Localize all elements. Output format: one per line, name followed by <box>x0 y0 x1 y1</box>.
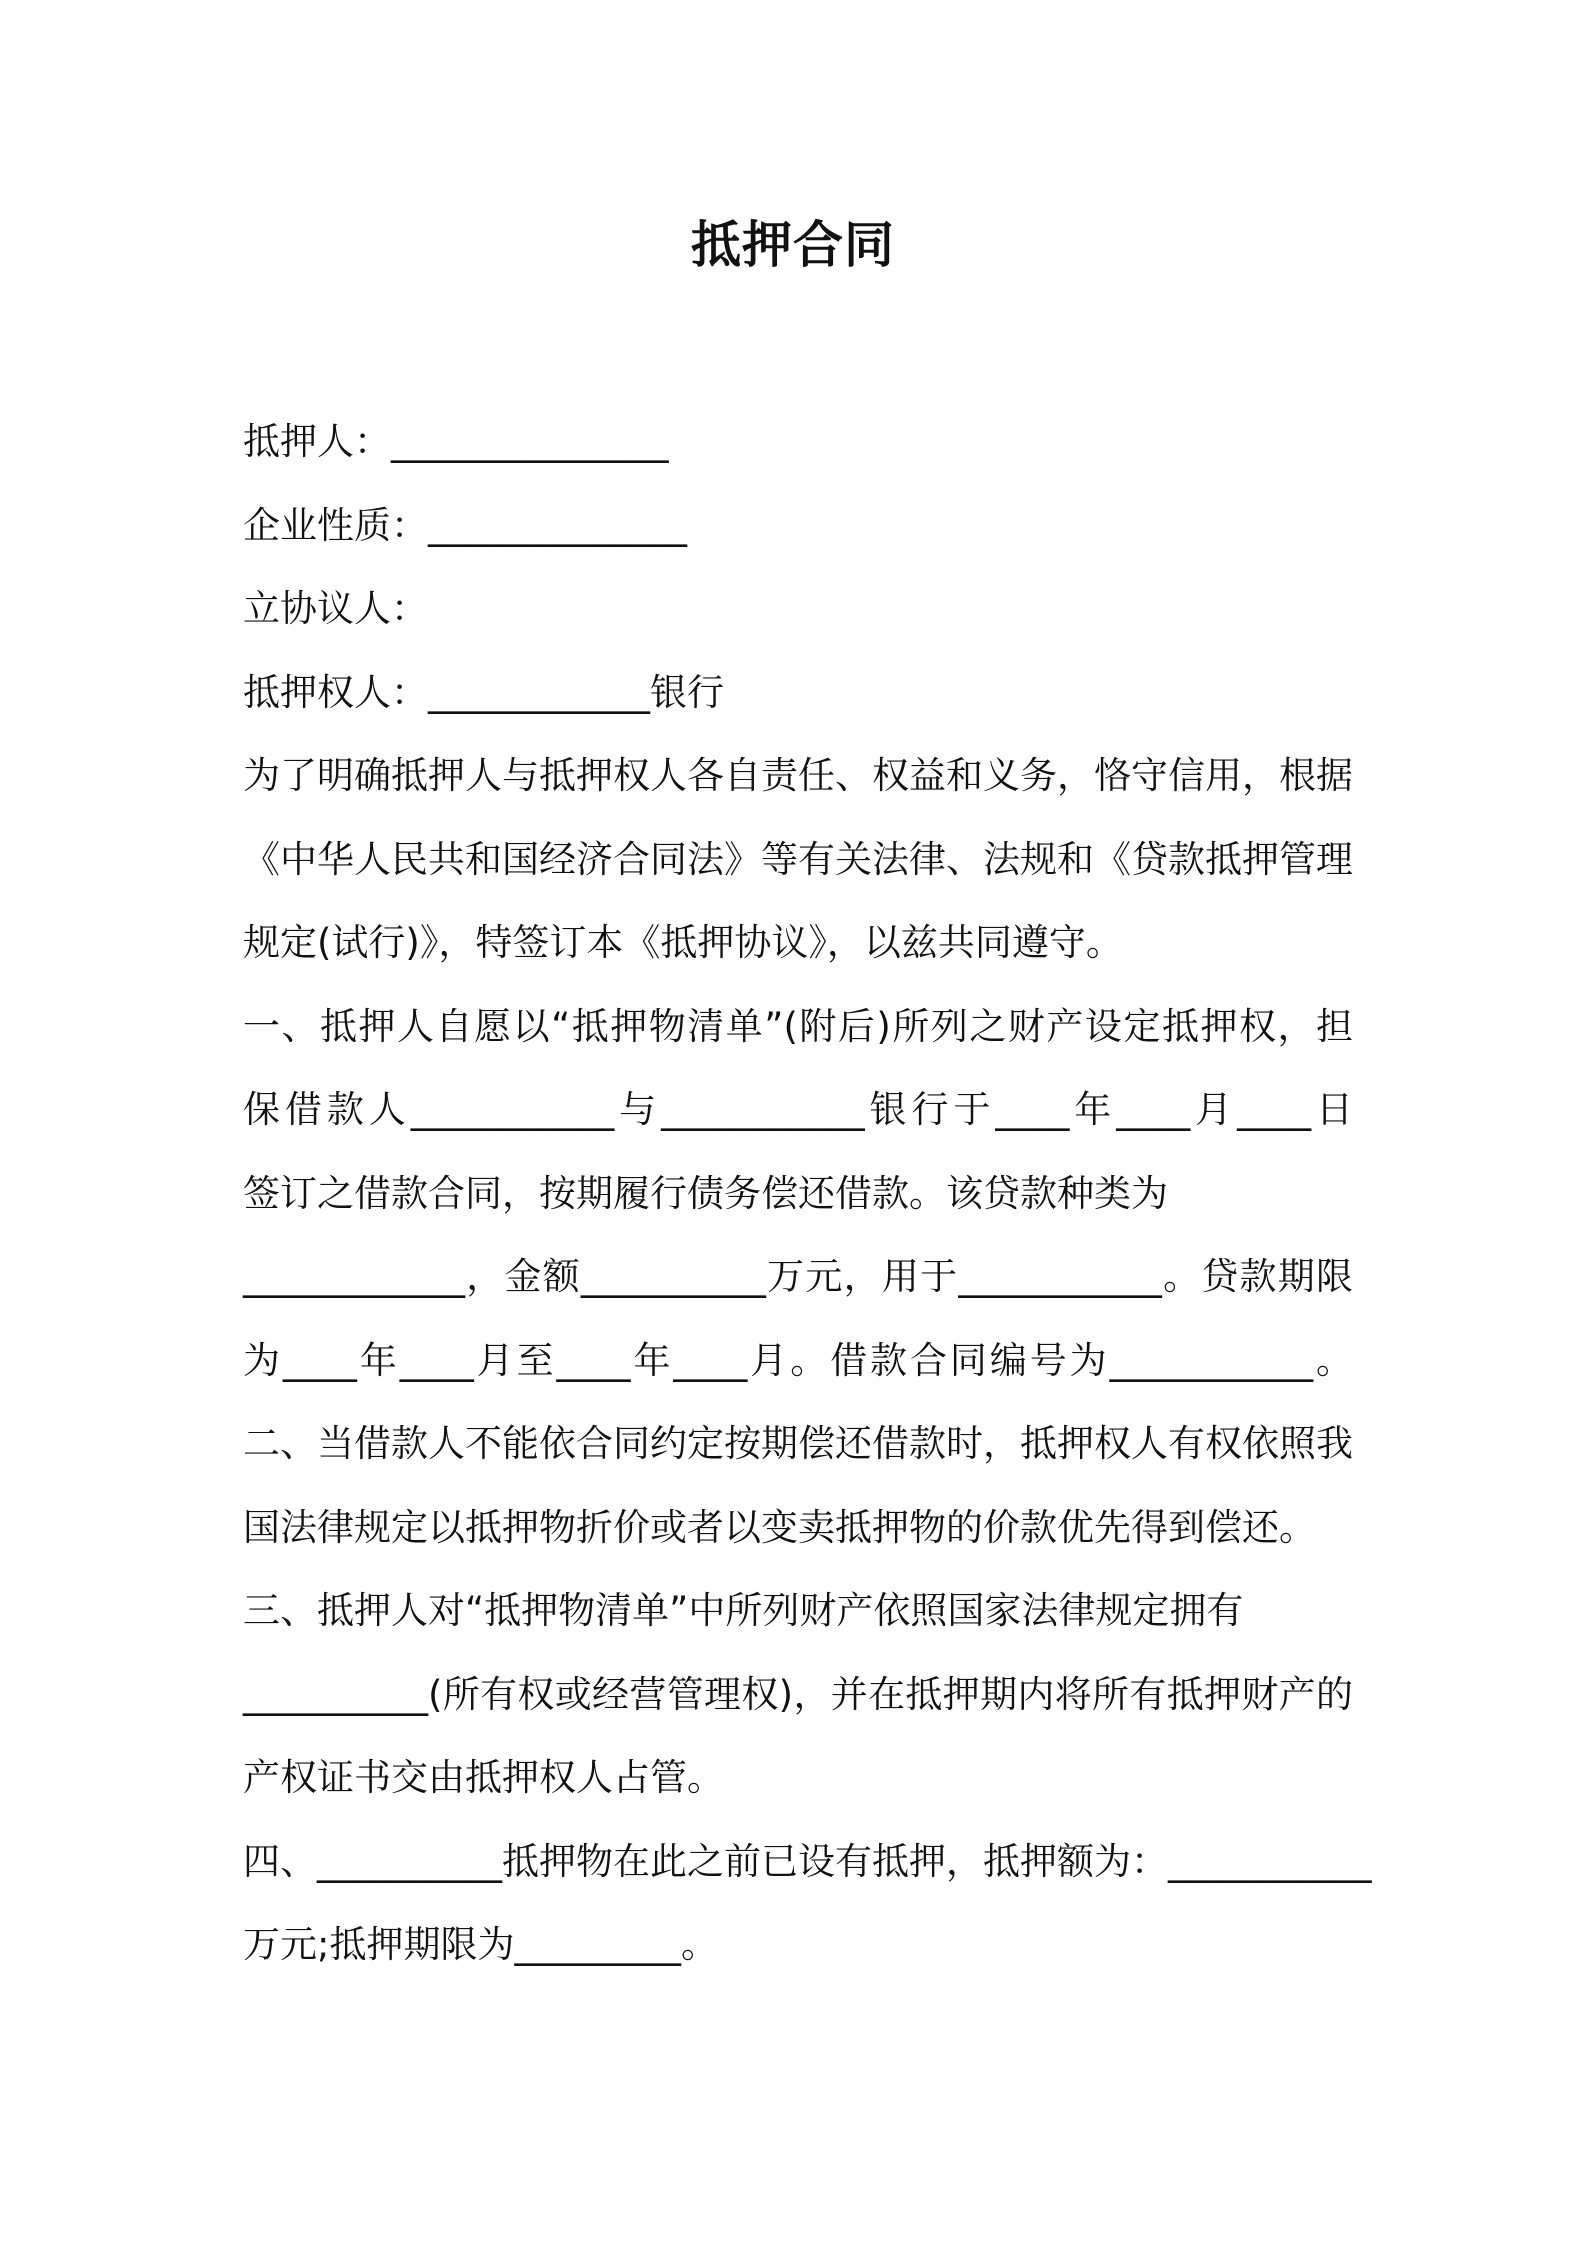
clause-1-line: 签订之借款合同，按期履行债务偿还借款。该贷款种类为 <box>243 1171 1168 1215</box>
preamble-line: 规定(试行)》，特签订本《抵押协议》，以兹共同遵守。 <box>243 921 1123 964</box>
document-body <box>243 400 1372 1987</box>
clause-1-line: 为____年____月至____年____月。借款合同编号为___________。 <box>243 1338 1353 1382</box>
clause-4-line: 万元;抵押期限为_________。 <box>243 1923 718 1966</box>
clause-1-line: 保借款人___________与___________银行于____年____月____日 <box>243 1088 1353 1131</box>
clause-4-line: 四、__________抵押物在此之前已设有抵押，抵押额为：___________ <box>243 1839 1372 1883</box>
preamble-line: 为了明确抵押人与抵押权人各自责任、权益和义务，恪守信用，根据 <box>243 754 1353 797</box>
clause-2-line: 二、当借款人不能依合同约定按期偿还借款时，抵押权人有权依照我 <box>243 1422 1353 1465</box>
clause-3-line: 三、抵押人对“抵押物清单”中所列财产依照国家法律规定拥有 <box>243 1589 1244 1632</box>
clause-1-line: ____________，金额__________万元，用于___________。贷款期限 <box>243 1255 1353 1298</box>
clause-3-line: __________(所有权或经营管理权)，并在抵押期内将所有抵押财产的 <box>243 1672 1353 1716</box>
clause-3-line: 产权证书交由抵押权人占管。 <box>243 1756 724 1799</box>
clause-2-line: 国法律规定以抵押物折价或者以变卖抵押物的价款优先得到偿还。 <box>243 1505 1316 1549</box>
field-mortgagee: 抵押权人：____________银行 <box>243 670 724 714</box>
clause-1-line: 一、抵押人自愿以“抵押物清单”(附后)所列之财产设定抵押权，担 <box>243 1004 1353 1048</box>
preamble-line: 《中华人民共和国经济合同法》等有关法律、法规和《贷款抵押管理 <box>243 837 1353 881</box>
field-agreement-party: 立协议人： <box>243 587 428 630</box>
field-enterprise-nature: 企业性质：______________ <box>243 503 687 547</box>
field-mortgagor: 抵押人：_______________ <box>243 420 669 463</box>
document-title: 抵押合同 <box>691 216 895 274</box>
